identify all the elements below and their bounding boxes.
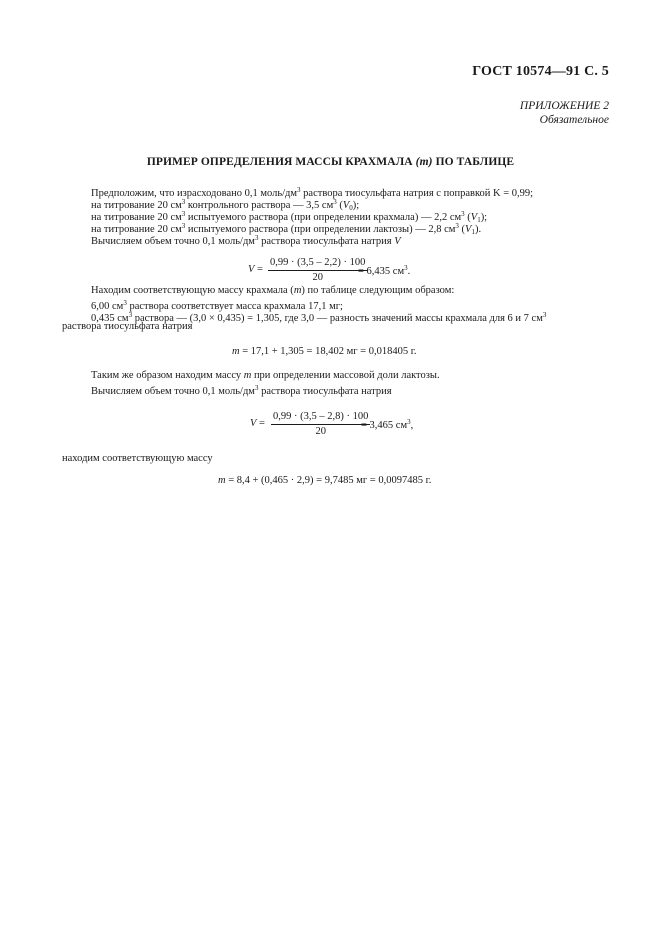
formula-mass-lactose: m = 8,4 + (0,465 · 2,9) = 9,7485 мг = 0,0097485 г.	[218, 475, 432, 486]
paragraph-starch-titration: на титрование 20 $см^3$ испытуемого раствора (при определении крахмала) — 2,2 $см^3$ $(V_1)$;	[91, 210, 488, 224]
fraction-numerator: 0,99 · (3,5 – 2,8) · 100	[271, 411, 370, 425]
paragraph-lactose-titration: на титрование 20 $см^3$ испытуемого раствора (при определении лактозы) — 2,8 $см^3$ $(V_1)$.	[91, 222, 482, 236]
title-text: ПРИМЕР ОПРЕДЕЛЕНИЯ МАССЫ КРАХМАЛА	[146, 156, 413, 168]
paragraph-control-titration: на титрование 20 $см^3$ контрольного раствора — 3,5 $см^3$ $(V_0)$;	[91, 198, 360, 212]
title-variable: (m)	[415, 156, 433, 168]
paragraph-compute-volume-lactose: Вычисляем объем точно 0,1 моль/$дм^3$ раствора тиосульфата натрия	[91, 384, 392, 397]
fraction-denominator: 20	[315, 426, 326, 437]
appendix-label: ПРИЛОЖЕНИЕ 2	[519, 100, 609, 112]
appendix-block	[520, 99, 609, 127]
paragraph-find-mass: Находим соответствующую массу крахмала (m) по таблице следующим образом:	[91, 285, 455, 296]
formula-volume-lactose-fraction	[271, 411, 370, 438]
title-tail: ПО ТАБЛИЦЕ	[435, 156, 515, 168]
formula-volume-lactose-lhs: V =	[250, 418, 265, 429]
paragraph-find-mass-lactose: находим соответствующую массу	[62, 453, 213, 464]
paragraph-lactose: Таким же образом находим массу m при определении массовой доли лактозы.	[91, 370, 440, 381]
fraction-denominator: 20	[312, 272, 323, 283]
section-title	[0, 156, 661, 168]
paragraph-table-value: 6,00 $см^3$ раствора соответствует масса крахмала 17,1 мг;	[91, 299, 343, 312]
paragraph-compute-volume: Вычисляем объем точно 0,1 моль/$дм^3$ раствора тиосульфата натрия V	[91, 234, 401, 247]
paragraph-interpolation: 0,435 $см^3$ раствора — (3,0 × 0,435) = 1,305, где 3,0 — разность значений массы крахмала для 6 и 7 $см^3$	[91, 311, 547, 324]
formula-volume-starch-fraction	[268, 257, 367, 284]
formula-volume-lactose-result: = 3,465 $см^3$,	[361, 418, 414, 431]
appendix-status: Обязательное	[539, 114, 609, 126]
paragraph-assumption: Предположим, что израсходовано 0,1 моль/$дм^3$ раствора тиосульфата натрия с поправкой K = 0,99;	[91, 186, 534, 199]
fraction-numerator: 0,99 · (3,5 – 2,2) · 100	[268, 257, 367, 271]
formula-mass-starch: m = 17,1 + 1,305 = 18,402 мг = 0,018405 г.	[232, 346, 417, 357]
formula-volume-starch-lhs: V =	[248, 264, 263, 275]
paragraph-interpolation-cont: раствора тиосульфата натрия	[62, 321, 193, 332]
document-header: ГОСТ 10574—91 С. 5	[472, 64, 609, 79]
formula-volume-starch-result: = 6,435 $см^3$.	[358, 264, 411, 277]
